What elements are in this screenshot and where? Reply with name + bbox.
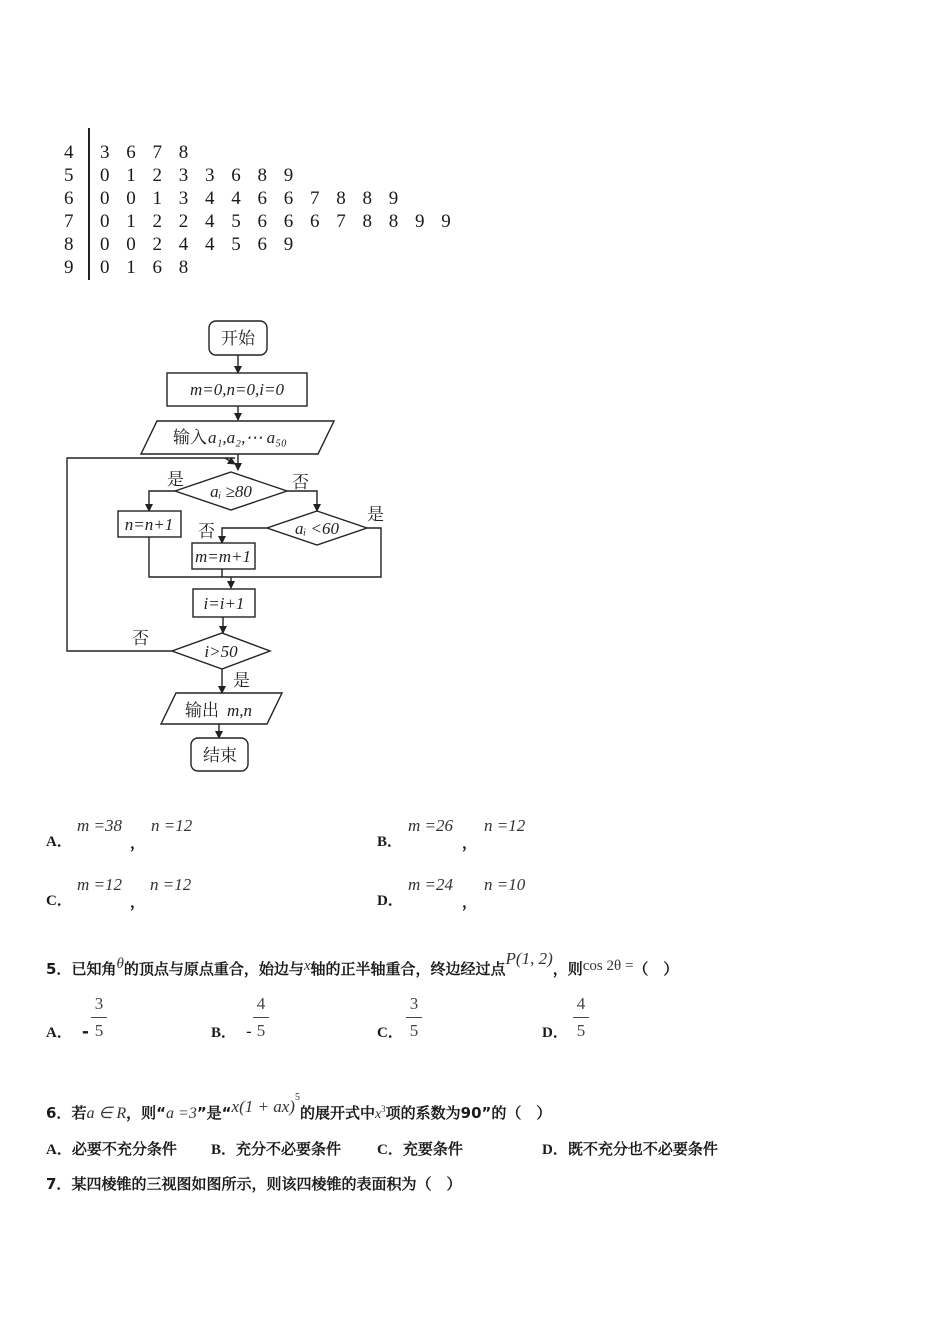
binomial-expr: x(1 + ax) xyxy=(231,1097,295,1116)
q6-option-c[interactable] xyxy=(377,1138,463,1159)
leaves: 0 1 2 2 4 5 6 6 6 7 8 8 9 9 xyxy=(100,211,457,232)
exponent: 3 xyxy=(381,1104,386,1114)
start-label: 开始 xyxy=(221,329,255,349)
a-in-r: a ∈ R xyxy=(86,1105,127,1122)
init-label: m=0,n=0,i=0 xyxy=(190,380,284,399)
option-text: 既不充分也不必要条件 xyxy=(567,1140,718,1158)
denominator: 5 xyxy=(94,1021,104,1040)
m-update-label: m=m+1 xyxy=(195,547,251,566)
option-letter: D． xyxy=(377,893,403,909)
q7-stem xyxy=(46,1173,461,1194)
q4-option-d[interactable] xyxy=(377,889,403,910)
q4-option-c[interactable] xyxy=(46,889,72,910)
fraction-bar xyxy=(253,1017,269,1018)
q4-c-n: n =12 xyxy=(150,875,192,894)
q5-stem xyxy=(46,949,678,979)
q4-c-sep: ， xyxy=(130,893,146,911)
q5-text: （ ） xyxy=(633,960,679,978)
q5-option-c[interactable] xyxy=(377,1021,403,1042)
q6-option-d[interactable] xyxy=(542,1138,718,1159)
q4-option-b[interactable] xyxy=(377,830,402,851)
option-letter: B． xyxy=(377,834,403,850)
q6-text: 的展开式中 xyxy=(299,1104,375,1122)
x-cubed: x xyxy=(374,1107,382,1122)
q5-a-fraction xyxy=(91,993,107,1042)
leaves: 0 0 2 4 4 5 6 9 xyxy=(100,234,300,255)
option-text: 充要条件 xyxy=(402,1140,463,1158)
leaves: 0 1 6 8 xyxy=(100,257,195,278)
q6-text: ，则“ xyxy=(126,1104,167,1122)
option-letter: B． xyxy=(211,1142,237,1158)
option-letter: A． xyxy=(46,1025,72,1041)
a-equals-3: a =3 xyxy=(166,1105,197,1122)
input-label: 输入 xyxy=(173,428,207,448)
q4-b-m: m =26 xyxy=(408,816,453,835)
q4-option-a[interactable] xyxy=(46,830,72,851)
q4-a-n: n =12 xyxy=(151,816,193,835)
stem: 5 xyxy=(64,165,74,186)
fraction-bar xyxy=(91,1017,107,1018)
q4-a-sep: ， xyxy=(130,834,146,852)
numerator: 4 xyxy=(256,994,266,1013)
q5-text: 的顶点与原点重合，始边与 xyxy=(123,960,304,978)
theta-symbol: θ xyxy=(116,956,124,972)
numerator: 4 xyxy=(576,994,586,1013)
output-vars: m,n xyxy=(227,701,253,720)
yes-label-2: 是 xyxy=(367,505,384,525)
option-text: 必要不充分条件 xyxy=(71,1140,177,1158)
option-letter: D． xyxy=(542,1142,568,1158)
option-letter: A． xyxy=(46,834,72,850)
output-label: 输出 xyxy=(185,701,219,721)
cond3-label: i>50 xyxy=(204,642,238,661)
option-letter: B． xyxy=(211,1025,237,1041)
no-label-1: 否 xyxy=(292,473,309,493)
stem-leaf-plot xyxy=(60,128,457,284)
q6-option-a[interactable] xyxy=(46,1138,177,1159)
cond2-label: aᵢ <60 xyxy=(295,519,339,538)
q5-c-fraction xyxy=(406,993,422,1042)
q6-option-b[interactable] xyxy=(211,1138,341,1159)
denominator: 5 xyxy=(576,1021,586,1040)
question-number: 5． xyxy=(46,960,72,978)
q5-text: 已知角 xyxy=(71,960,117,978)
denominator: 5 xyxy=(409,1021,419,1040)
q5-option-a[interactable] xyxy=(46,1021,89,1042)
x-symbol: x xyxy=(303,958,311,974)
option-letter: C． xyxy=(377,1142,403,1158)
numerator: 3 xyxy=(94,994,104,1013)
fraction-bar xyxy=(406,1017,422,1018)
minus-sign: - xyxy=(246,1022,252,1041)
option-letter: D． xyxy=(542,1025,568,1041)
question-number: 6． xyxy=(46,1104,72,1122)
q5-b-fraction xyxy=(253,993,269,1042)
stem: 6 xyxy=(64,188,74,209)
q4-a-m: m =38 xyxy=(77,816,122,835)
stem: 8 xyxy=(64,234,74,255)
q4-d-m: m =24 xyxy=(408,875,453,894)
numerator: 3 xyxy=(409,994,419,1013)
stem-leaf-divider xyxy=(88,128,90,280)
q4-b-n: n =12 xyxy=(484,816,526,835)
q6-text: 若 xyxy=(71,1104,87,1122)
q4-b-sep: ， xyxy=(462,834,478,852)
q5-text: 轴的正半轴重合，终边经过点 xyxy=(310,960,506,978)
point-p: P(1, 2) xyxy=(505,949,553,968)
flowchart xyxy=(55,315,400,780)
input-vars: a₁,a₂,⋯ a₅₀ xyxy=(208,428,287,447)
q5-d-fraction xyxy=(573,993,589,1042)
n-update-label: n=n+1 xyxy=(124,515,174,534)
option-text: 充分不必要条件 xyxy=(236,1140,342,1158)
q5-option-d[interactable] xyxy=(542,1021,568,1042)
cond1-label: aᵢ ≥80 xyxy=(210,482,252,501)
leaves: 0 1 2 3 3 6 8 9 xyxy=(100,165,300,186)
q6-stem xyxy=(46,1092,551,1123)
option-letter: C． xyxy=(377,1025,403,1041)
q7-text: 某四棱锥的三视图如图所示，则该四棱锥的表面积为（ ） xyxy=(71,1175,462,1193)
end-label: 结束 xyxy=(203,746,237,766)
option-letter: C． xyxy=(46,893,72,909)
question-number: 7． xyxy=(46,1175,72,1193)
yes-label-1: 是 xyxy=(167,470,184,490)
no-label-2: 否 xyxy=(198,522,215,542)
stem: 4 xyxy=(64,142,74,163)
leaves: 3 6 7 8 xyxy=(100,142,195,163)
stem: 9 xyxy=(64,257,74,278)
q4-c-m: m =12 xyxy=(77,875,122,894)
q5-option-b[interactable] xyxy=(211,1021,252,1042)
q6-text: ”是“ xyxy=(196,1104,232,1122)
fraction-bar xyxy=(573,1017,589,1018)
stem: 7 xyxy=(64,211,74,232)
q4-d-n: n =10 xyxy=(484,875,526,894)
no-label-3: 否 xyxy=(132,629,149,649)
i-update-label: i=i+1 xyxy=(203,594,245,613)
output-box xyxy=(161,693,282,724)
q6-text: 项的系数为90”的（ ） xyxy=(385,1104,552,1122)
leaves: 0 0 1 3 4 4 6 6 7 8 8 9 xyxy=(100,188,405,209)
exponent: 5 xyxy=(294,1092,300,1103)
denominator: 5 xyxy=(256,1021,266,1040)
cos-expr: cos 2θ = xyxy=(582,958,634,974)
option-letter: A． xyxy=(46,1142,72,1158)
q4-d-sep: ， xyxy=(462,893,478,911)
yes-label-3: 是 xyxy=(233,671,250,691)
minus-sign: - xyxy=(81,1022,89,1042)
q5-text: ，则 xyxy=(552,960,583,978)
